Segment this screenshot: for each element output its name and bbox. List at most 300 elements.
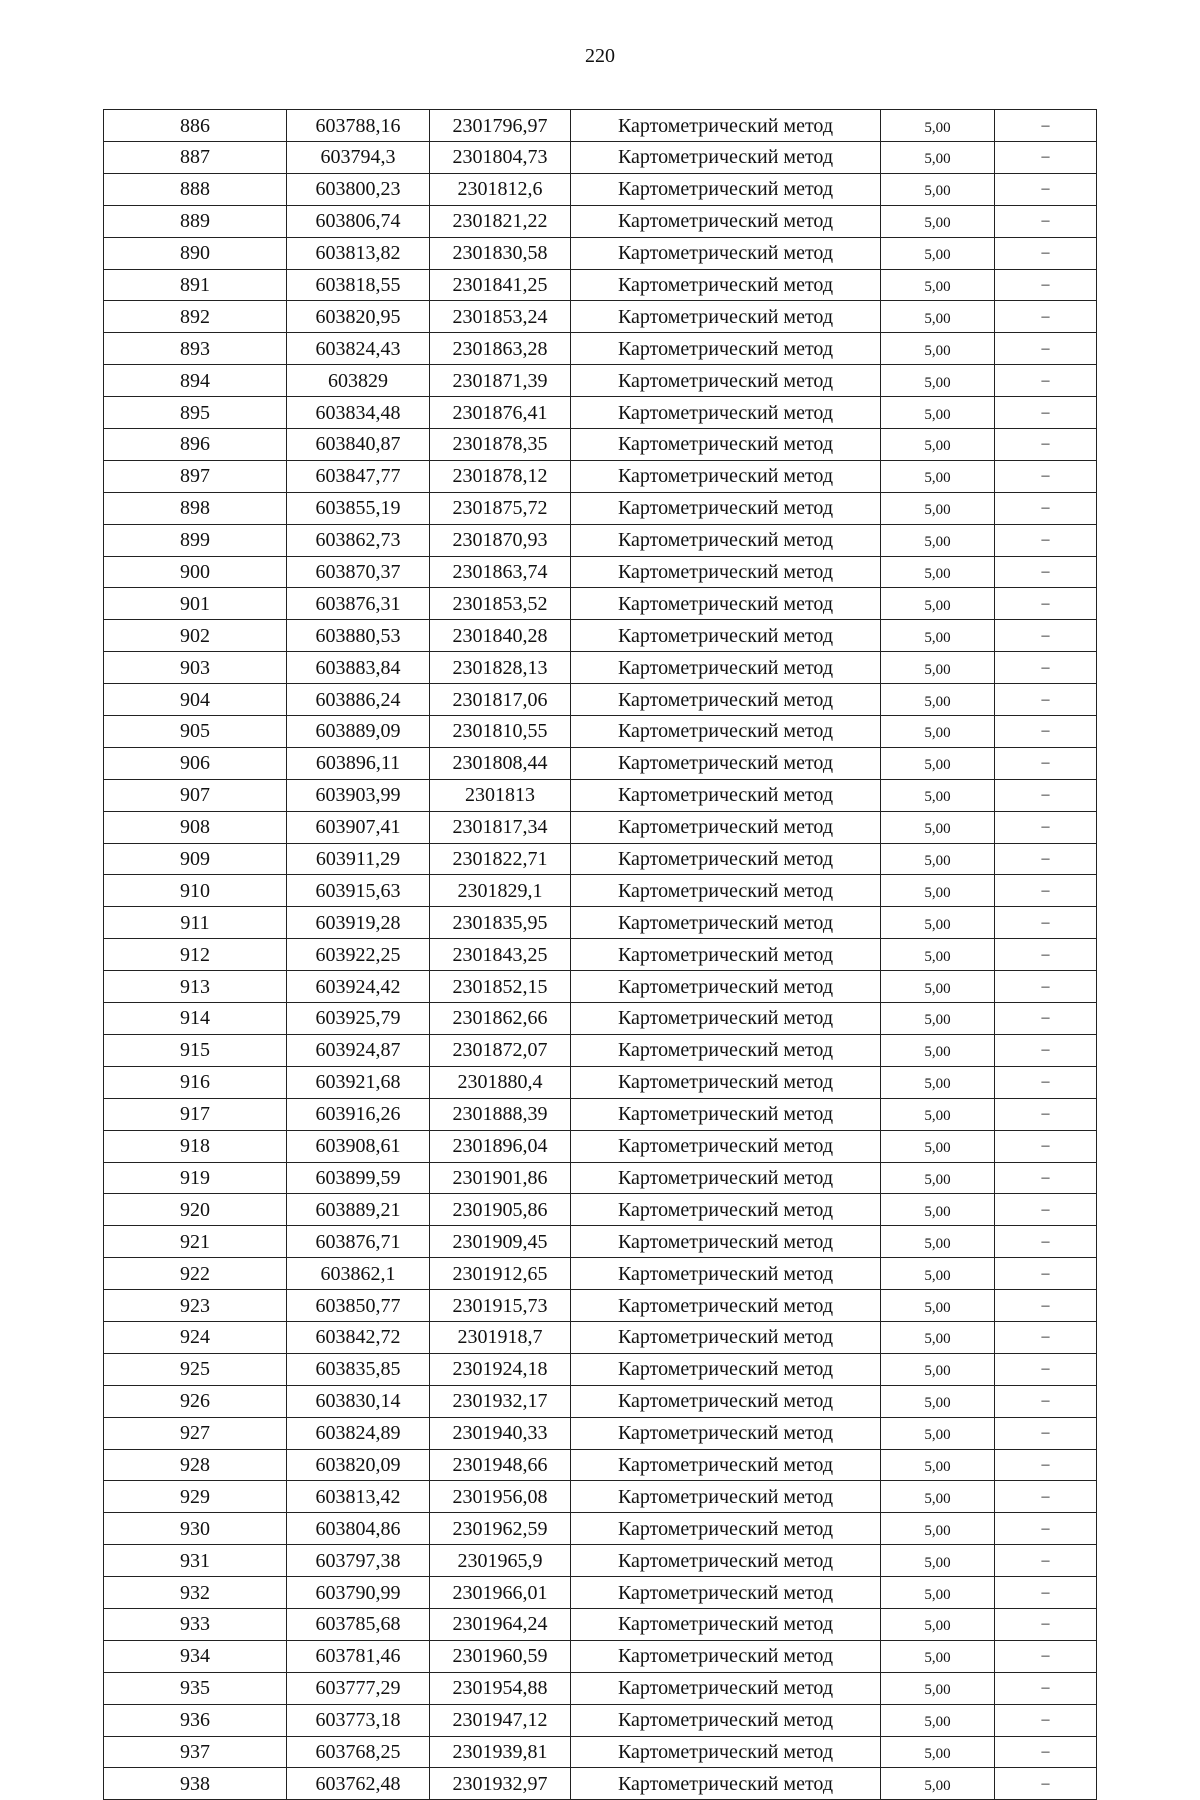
y-coordinate-cell: 2301940,33 <box>430 1417 571 1449</box>
x-coordinate-cell: 603835,85 <box>287 1353 430 1385</box>
point-number-cell: 898 <box>104 492 287 524</box>
y-coordinate-cell: 2301853,24 <box>430 301 571 333</box>
note-cell: – <box>995 1290 1097 1322</box>
accuracy-cell: 5,00 <box>881 907 995 939</box>
y-coordinate-cell: 2301901,86 <box>430 1162 571 1194</box>
point-number-cell: 892 <box>104 301 287 333</box>
point-number-cell: 921 <box>104 1226 287 1258</box>
method-cell: Картометрический метод <box>571 716 881 748</box>
accuracy-cell: 5,00 <box>881 684 995 716</box>
x-coordinate-cell: 603830,14 <box>287 1385 430 1417</box>
y-coordinate-cell: 2301863,74 <box>430 556 571 588</box>
x-coordinate-cell: 603842,72 <box>287 1321 430 1353</box>
y-coordinate-cell: 2301956,08 <box>430 1481 571 1513</box>
x-coordinate-cell: 603820,95 <box>287 301 430 333</box>
accuracy-cell: 5,00 <box>881 747 995 779</box>
method-cell: Картометрический метод <box>571 429 881 461</box>
x-coordinate-cell: 603850,77 <box>287 1290 430 1322</box>
table-row <box>104 1034 1097 1066</box>
point-number-cell: 927 <box>104 1417 287 1449</box>
point-number-cell: 928 <box>104 1449 287 1481</box>
note-cell: – <box>995 875 1097 907</box>
method-cell: Картометрический метод <box>571 1417 881 1449</box>
point-number-cell: 899 <box>104 524 287 556</box>
y-coordinate-cell: 2301822,71 <box>430 843 571 875</box>
accuracy-cell: 5,00 <box>881 1258 995 1290</box>
note-cell: – <box>995 1385 1097 1417</box>
method-cell: Картометрический метод <box>571 652 881 684</box>
y-coordinate-cell: 2301965,9 <box>430 1545 571 1577</box>
method-cell: Картометрический метод <box>571 237 881 269</box>
point-number-cell: 937 <box>104 1736 287 1768</box>
accuracy-cell: 5,00 <box>881 1417 995 1449</box>
table-row <box>104 142 1097 174</box>
note-cell: – <box>995 811 1097 843</box>
x-coordinate-cell: 603855,19 <box>287 492 430 524</box>
accuracy-cell: 5,00 <box>881 524 995 556</box>
note-cell: – <box>995 460 1097 492</box>
x-coordinate-cell: 603762,48 <box>287 1768 430 1800</box>
note-cell: – <box>995 173 1097 205</box>
table-row <box>104 1608 1097 1640</box>
x-coordinate-cell: 603870,37 <box>287 556 430 588</box>
y-coordinate-cell: 2301905,86 <box>430 1194 571 1226</box>
note-cell: – <box>995 1640 1097 1672</box>
note-cell: – <box>995 1066 1097 1098</box>
accuracy-cell: 5,00 <box>881 1736 995 1768</box>
method-cell: Картометрический метод <box>571 365 881 397</box>
y-coordinate-cell: 2301912,65 <box>430 1258 571 1290</box>
accuracy-cell: 5,00 <box>881 1672 995 1704</box>
point-number-cell: 925 <box>104 1353 287 1385</box>
accuracy-cell: 5,00 <box>881 1321 995 1353</box>
y-coordinate-cell: 2301830,58 <box>430 237 571 269</box>
accuracy-cell: 5,00 <box>881 365 995 397</box>
table-row <box>104 365 1097 397</box>
point-number-cell: 886 <box>104 110 287 142</box>
point-number-cell: 912 <box>104 939 287 971</box>
accuracy-cell: 5,00 <box>881 1481 995 1513</box>
point-number-cell: 901 <box>104 588 287 620</box>
y-coordinate-cell: 2301909,45 <box>430 1226 571 1258</box>
point-number-cell: 891 <box>104 269 287 301</box>
accuracy-cell: 5,00 <box>881 1513 995 1545</box>
method-cell: Картометрический метод <box>571 269 881 301</box>
x-coordinate-cell: 603790,99 <box>287 1577 430 1609</box>
table-row <box>104 1226 1097 1258</box>
accuracy-cell: 5,00 <box>881 875 995 907</box>
x-coordinate-cell: 603813,82 <box>287 237 430 269</box>
accuracy-cell: 5,00 <box>881 1449 995 1481</box>
y-coordinate-cell: 2301796,97 <box>430 110 571 142</box>
y-coordinate-cell: 2301804,73 <box>430 142 571 174</box>
method-cell: Картометрический метод <box>571 747 881 779</box>
point-number-cell: 936 <box>104 1704 287 1736</box>
method-cell: Картометрический метод <box>571 556 881 588</box>
method-cell: Картометрический метод <box>571 971 881 1003</box>
note-cell: – <box>995 1768 1097 1800</box>
note-cell: – <box>995 301 1097 333</box>
method-cell: Картометрический метод <box>571 620 881 652</box>
table-row <box>104 301 1097 333</box>
method-cell: Картометрический метод <box>571 907 881 939</box>
point-number-cell: 904 <box>104 684 287 716</box>
x-coordinate-cell: 603794,3 <box>287 142 430 174</box>
point-number-cell: 926 <box>104 1385 287 1417</box>
y-coordinate-cell: 2301880,4 <box>430 1066 571 1098</box>
note-cell: – <box>995 1577 1097 1609</box>
x-coordinate-cell: 603915,63 <box>287 875 430 907</box>
point-number-cell: 896 <box>104 429 287 461</box>
point-number-cell: 931 <box>104 1545 287 1577</box>
point-number-cell: 910 <box>104 875 287 907</box>
accuracy-cell: 5,00 <box>881 1577 995 1609</box>
accuracy-cell: 5,00 <box>881 269 995 301</box>
note-cell: – <box>995 588 1097 620</box>
point-number-cell: 902 <box>104 620 287 652</box>
accuracy-cell: 5,00 <box>881 556 995 588</box>
accuracy-cell: 5,00 <box>881 1768 995 1800</box>
accuracy-cell: 5,00 <box>881 1098 995 1130</box>
table-row <box>104 1066 1097 1098</box>
method-cell: Картометрический метод <box>571 1545 881 1577</box>
y-coordinate-cell: 2301870,93 <box>430 524 571 556</box>
point-number-cell: 913 <box>104 971 287 1003</box>
accuracy-cell: 5,00 <box>881 1385 995 1417</box>
point-number-cell: 929 <box>104 1481 287 1513</box>
x-coordinate-cell: 603785,68 <box>287 1608 430 1640</box>
note-cell: – <box>995 1704 1097 1736</box>
table-row <box>104 620 1097 652</box>
y-coordinate-cell: 2301939,81 <box>430 1736 571 1768</box>
accuracy-cell: 5,00 <box>881 1226 995 1258</box>
note-cell: – <box>995 1098 1097 1130</box>
accuracy-cell: 5,00 <box>881 1194 995 1226</box>
note-cell: – <box>995 1258 1097 1290</box>
y-coordinate-cell: 2301896,04 <box>430 1130 571 1162</box>
point-number-cell: 903 <box>104 652 287 684</box>
point-number-cell: 905 <box>104 716 287 748</box>
x-coordinate-cell: 603880,53 <box>287 620 430 652</box>
table-row <box>104 1768 1097 1800</box>
y-coordinate-cell: 2301964,24 <box>430 1608 571 1640</box>
note-cell: – <box>995 205 1097 237</box>
table-row <box>104 811 1097 843</box>
x-coordinate-cell: 603840,87 <box>287 429 430 461</box>
accuracy-cell: 5,00 <box>881 1003 995 1035</box>
note-cell: – <box>995 1417 1097 1449</box>
y-coordinate-cell: 2301821,22 <box>430 205 571 237</box>
table-row <box>104 1353 1097 1385</box>
note-cell: – <box>995 237 1097 269</box>
point-number-cell: 915 <box>104 1034 287 1066</box>
note-cell: – <box>995 1194 1097 1226</box>
point-number-cell: 890 <box>104 237 287 269</box>
accuracy-cell: 5,00 <box>881 429 995 461</box>
x-coordinate-cell: 603889,09 <box>287 716 430 748</box>
x-coordinate-cell: 603924,87 <box>287 1034 430 1066</box>
method-cell: Картометрический метод <box>571 843 881 875</box>
x-coordinate-cell: 603797,38 <box>287 1545 430 1577</box>
accuracy-cell: 5,00 <box>881 301 995 333</box>
accuracy-cell: 5,00 <box>881 333 995 365</box>
table-row <box>104 492 1097 524</box>
method-cell: Картометрический метод <box>571 779 881 811</box>
method-cell: Картометрический метод <box>571 1768 881 1800</box>
x-coordinate-cell: 603896,11 <box>287 747 430 779</box>
y-coordinate-cell: 2301840,28 <box>430 620 571 652</box>
point-number-cell: 935 <box>104 1672 287 1704</box>
note-cell: – <box>995 1608 1097 1640</box>
y-coordinate-cell: 2301813 <box>430 779 571 811</box>
y-coordinate-cell: 2301812,6 <box>430 173 571 205</box>
note-cell: – <box>995 1513 1097 1545</box>
point-number-cell: 908 <box>104 811 287 843</box>
table-row <box>104 524 1097 556</box>
y-coordinate-cell: 2301966,01 <box>430 1577 571 1609</box>
method-cell: Картометрический метод <box>571 397 881 429</box>
point-number-cell: 923 <box>104 1290 287 1322</box>
note-cell: – <box>995 142 1097 174</box>
method-cell: Картометрический метод <box>571 205 881 237</box>
point-number-cell: 889 <box>104 205 287 237</box>
y-coordinate-cell: 2301948,66 <box>430 1449 571 1481</box>
x-coordinate-cell: 603777,29 <box>287 1672 430 1704</box>
x-coordinate-cell: 603820,09 <box>287 1449 430 1481</box>
method-cell: Картометрический метод <box>571 1672 881 1704</box>
method-cell: Картометрический метод <box>571 939 881 971</box>
method-cell: Картометрический метод <box>571 588 881 620</box>
table-row <box>104 716 1097 748</box>
point-number-cell: 934 <box>104 1640 287 1672</box>
y-coordinate-cell: 2301960,59 <box>430 1640 571 1672</box>
point-number-cell: 918 <box>104 1130 287 1162</box>
table-row <box>104 1194 1097 1226</box>
note-cell: – <box>995 779 1097 811</box>
accuracy-cell: 5,00 <box>881 1066 995 1098</box>
method-cell: Картометрический метод <box>571 1226 881 1258</box>
accuracy-cell: 5,00 <box>881 716 995 748</box>
table-row <box>104 429 1097 461</box>
point-number-cell: 906 <box>104 747 287 779</box>
y-coordinate-cell: 2301863,28 <box>430 333 571 365</box>
y-coordinate-cell: 2301872,07 <box>430 1034 571 1066</box>
table-row <box>104 1545 1097 1577</box>
method-cell: Картометрический метод <box>571 1608 881 1640</box>
method-cell: Картометрический метод <box>571 875 881 907</box>
point-number-cell: 917 <box>104 1098 287 1130</box>
y-coordinate-cell: 2301817,34 <box>430 811 571 843</box>
point-number-cell: 914 <box>104 1003 287 1035</box>
table-row <box>104 333 1097 365</box>
table-row <box>104 875 1097 907</box>
method-cell: Картометрический метод <box>571 1640 881 1672</box>
x-coordinate-cell: 603907,41 <box>287 811 430 843</box>
method-cell: Картометрический метод <box>571 1258 881 1290</box>
method-cell: Картометрический метод <box>571 492 881 524</box>
x-coordinate-cell: 603862,73 <box>287 524 430 556</box>
x-coordinate-cell: 603899,59 <box>287 1162 430 1194</box>
table-row <box>104 779 1097 811</box>
accuracy-cell: 5,00 <box>881 492 995 524</box>
y-coordinate-cell: 2301862,66 <box>430 1003 571 1035</box>
point-number-cell: 887 <box>104 142 287 174</box>
table-row <box>104 173 1097 205</box>
method-cell: Картометрический метод <box>571 460 881 492</box>
point-number-cell: 888 <box>104 173 287 205</box>
note-cell: – <box>995 1672 1097 1704</box>
note-cell: – <box>995 620 1097 652</box>
y-coordinate-cell: 2301947,12 <box>430 1704 571 1736</box>
point-number-cell: 922 <box>104 1258 287 1290</box>
table-row <box>104 1258 1097 1290</box>
point-number-cell: 909 <box>104 843 287 875</box>
y-coordinate-cell: 2301888,39 <box>430 1098 571 1130</box>
method-cell: Картометрический метод <box>571 1577 881 1609</box>
accuracy-cell: 5,00 <box>881 1130 995 1162</box>
note-cell: – <box>995 1321 1097 1353</box>
table-row <box>104 1003 1097 1035</box>
table-row <box>104 843 1097 875</box>
table-row <box>104 110 1097 142</box>
method-cell: Картометрический метод <box>571 1353 881 1385</box>
note-cell: – <box>995 1034 1097 1066</box>
note-cell: – <box>995 652 1097 684</box>
note-cell: – <box>995 429 1097 461</box>
note-cell: – <box>995 524 1097 556</box>
x-coordinate-cell: 603834,48 <box>287 397 430 429</box>
y-coordinate-cell: 2301853,52 <box>430 588 571 620</box>
method-cell: Картометрический метод <box>571 1003 881 1035</box>
y-coordinate-cell: 2301835,95 <box>430 907 571 939</box>
x-coordinate-cell: 603813,42 <box>287 1481 430 1513</box>
method-cell: Картометрический метод <box>571 1513 881 1545</box>
page-number: 220 <box>585 45 615 67</box>
table-row <box>104 1577 1097 1609</box>
x-coordinate-cell: 603886,24 <box>287 684 430 716</box>
x-coordinate-cell: 603908,61 <box>287 1130 430 1162</box>
method-cell: Картометрический метод <box>571 1704 881 1736</box>
note-cell: – <box>995 1130 1097 1162</box>
x-coordinate-cell: 603903,99 <box>287 779 430 811</box>
method-cell: Картометрический метод <box>571 1385 881 1417</box>
table-row <box>104 939 1097 971</box>
accuracy-cell: 5,00 <box>881 1290 995 1322</box>
table-row <box>104 971 1097 1003</box>
table-row <box>104 1321 1097 1353</box>
note-cell: – <box>995 684 1097 716</box>
point-number-cell: 900 <box>104 556 287 588</box>
table-row <box>104 269 1097 301</box>
note-cell: – <box>995 747 1097 779</box>
point-number-cell: 932 <box>104 1577 287 1609</box>
note-cell: – <box>995 1353 1097 1385</box>
accuracy-cell: 5,00 <box>881 460 995 492</box>
x-coordinate-cell: 603924,42 <box>287 971 430 1003</box>
accuracy-cell: 5,00 <box>881 142 995 174</box>
note-cell: – <box>995 333 1097 365</box>
y-coordinate-cell: 2301915,73 <box>430 1290 571 1322</box>
method-cell: Картометрический метод <box>571 301 881 333</box>
y-coordinate-cell: 2301829,1 <box>430 875 571 907</box>
y-coordinate-cell: 2301817,06 <box>430 684 571 716</box>
method-cell: Картометрический метод <box>571 1736 881 1768</box>
x-coordinate-cell: 603922,25 <box>287 939 430 971</box>
accuracy-cell: 5,00 <box>881 939 995 971</box>
note-cell: – <box>995 1003 1097 1035</box>
x-coordinate-cell: 603788,16 <box>287 110 430 142</box>
x-coordinate-cell: 603916,26 <box>287 1098 430 1130</box>
y-coordinate-cell: 2301924,18 <box>430 1353 571 1385</box>
table-row <box>104 1704 1097 1736</box>
accuracy-cell: 5,00 <box>881 110 995 142</box>
note-cell: – <box>995 939 1097 971</box>
note-cell: – <box>995 1736 1097 1768</box>
table-row <box>104 588 1097 620</box>
x-coordinate-cell: 603829 <box>287 365 430 397</box>
accuracy-cell: 5,00 <box>881 1640 995 1672</box>
y-coordinate-cell: 2301875,72 <box>430 492 571 524</box>
accuracy-cell: 5,00 <box>881 1353 995 1385</box>
point-number-cell: 933 <box>104 1608 287 1640</box>
point-number-cell: 893 <box>104 333 287 365</box>
note-cell: – <box>995 365 1097 397</box>
x-coordinate-cell: 603862,1 <box>287 1258 430 1290</box>
accuracy-cell: 5,00 <box>881 588 995 620</box>
accuracy-cell: 5,00 <box>881 1608 995 1640</box>
x-coordinate-cell: 603883,84 <box>287 652 430 684</box>
accuracy-cell: 5,00 <box>881 237 995 269</box>
y-coordinate-cell: 2301932,17 <box>430 1385 571 1417</box>
method-cell: Картометрический метод <box>571 1194 881 1226</box>
table-row <box>104 237 1097 269</box>
coordinates-table <box>103 109 1097 1800</box>
note-cell: – <box>995 492 1097 524</box>
accuracy-cell: 5,00 <box>881 843 995 875</box>
x-coordinate-cell: 603800,23 <box>287 173 430 205</box>
y-coordinate-cell: 2301843,25 <box>430 939 571 971</box>
point-number-cell: 894 <box>104 365 287 397</box>
coordinates-table-body <box>104 110 1097 1800</box>
accuracy-cell: 5,00 <box>881 397 995 429</box>
x-coordinate-cell: 603824,43 <box>287 333 430 365</box>
accuracy-cell: 5,00 <box>881 811 995 843</box>
method-cell: Картометрический метод <box>571 1034 881 1066</box>
accuracy-cell: 5,00 <box>881 173 995 205</box>
y-coordinate-cell: 2301852,15 <box>430 971 571 1003</box>
x-coordinate-cell: 603773,18 <box>287 1704 430 1736</box>
accuracy-cell: 5,00 <box>881 971 995 1003</box>
x-coordinate-cell: 603847,77 <box>287 460 430 492</box>
point-number-cell: 895 <box>104 397 287 429</box>
y-coordinate-cell: 2301810,55 <box>430 716 571 748</box>
x-coordinate-cell: 603781,46 <box>287 1640 430 1672</box>
accuracy-cell: 5,00 <box>881 620 995 652</box>
table-row <box>104 1417 1097 1449</box>
method-cell: Картометрический метод <box>571 1066 881 1098</box>
note-cell: – <box>995 269 1097 301</box>
accuracy-cell: 5,00 <box>881 652 995 684</box>
note-cell: – <box>995 716 1097 748</box>
x-coordinate-cell: 603768,25 <box>287 1736 430 1768</box>
method-cell: Картометрический метод <box>571 811 881 843</box>
table-row <box>104 556 1097 588</box>
y-coordinate-cell: 2301828,13 <box>430 652 571 684</box>
table-row <box>104 1736 1097 1768</box>
y-coordinate-cell: 2301918,7 <box>430 1321 571 1353</box>
method-cell: Картометрический метод <box>571 1290 881 1322</box>
table-row <box>104 1385 1097 1417</box>
